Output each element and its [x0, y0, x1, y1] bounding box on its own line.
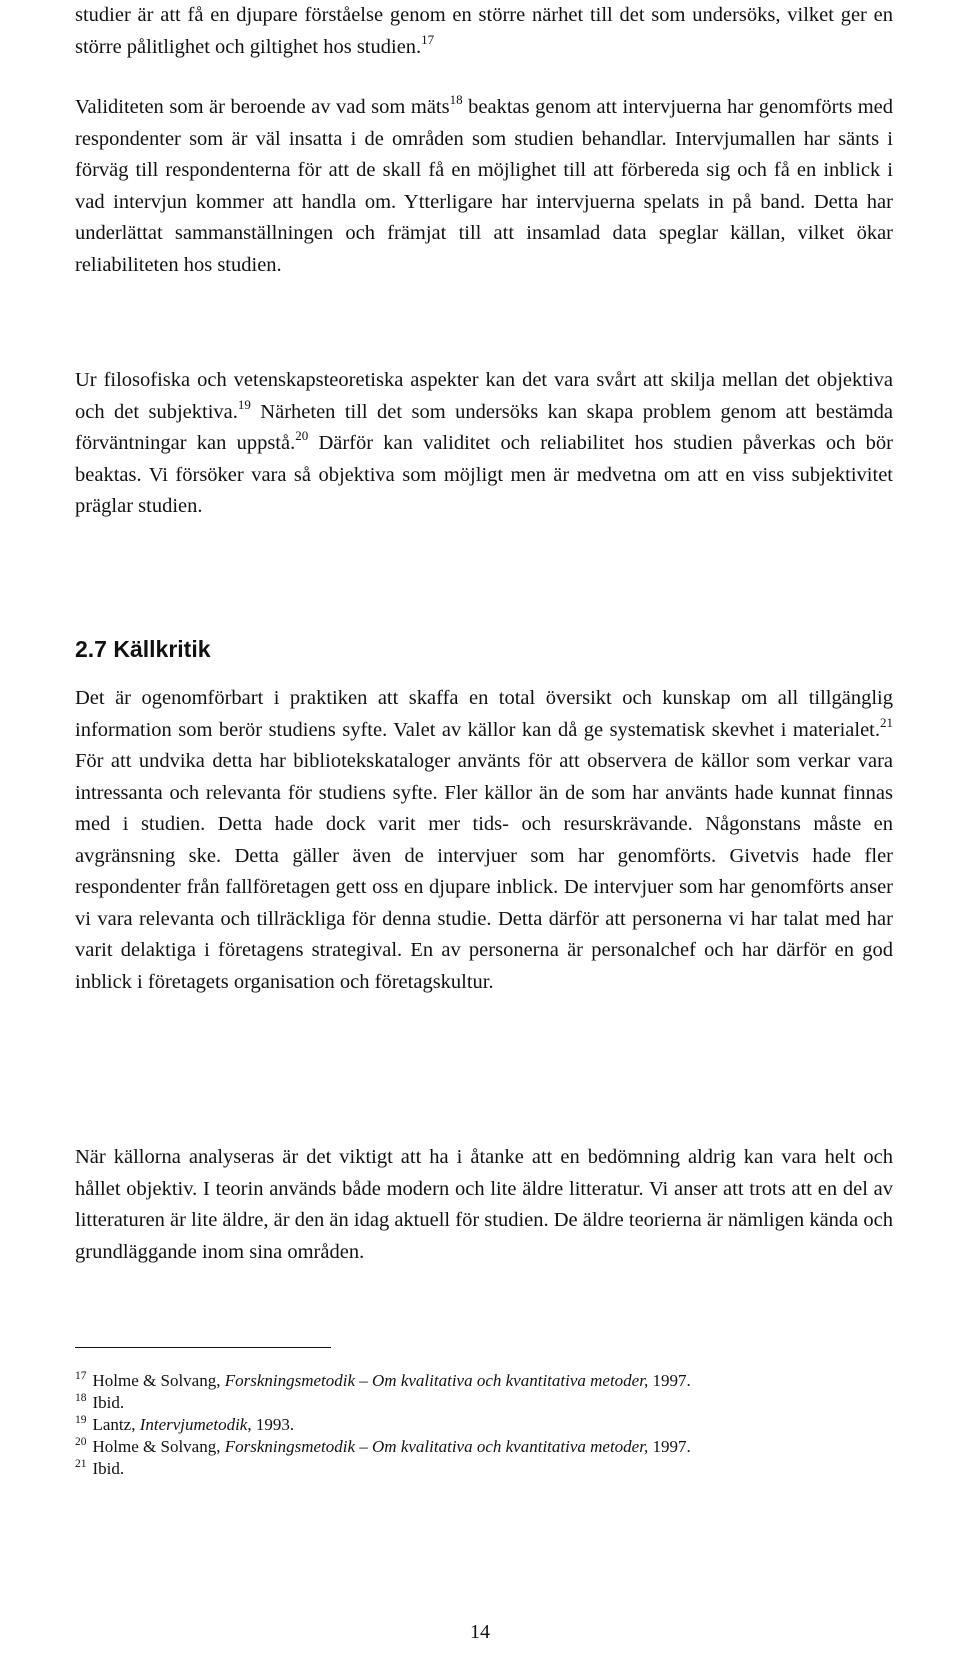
paragraph-4	[75, 683, 893, 998]
paragraph-1	[75, 0, 893, 63]
footnote-author: Lantz,	[92, 1415, 140, 1434]
footnote-rest: 1997.	[648, 1371, 691, 1390]
footnote-ref[interactable]: 18	[449, 92, 463, 108]
paragraph-text: För att undvika detta har bibliotekskataloger använts för att observera de källor som verkar vara intressanta och relevanta för studiens syfte. Fler källor än de som har använts hade kunnat finnas med i studien. Detta hade dock varit mer tids- och resurskrävande. Någonstans måste en avgränsning ske. Detta gäller även de intervjuer som har genomförts. Givetvis hade fler respondenter från fallföretagen gett oss en djupare inblick. De intervjuer som har genomförts anser vi vara relevanta och tillräckliga för denna studie. Detta därför att personerna vi har talat med har varit delaktiga i företagens strategival. En av personerna är personalchef och har därför en god inblick i företagets organisation och företagskultur.	[75, 750, 893, 993]
footnote-title: Intervjumetodik	[139, 1415, 248, 1434]
paragraph-text: Närheten till det som undersöks kan skapa problem genom att bestämda förväntningar kan uppstå.	[75, 400, 894, 454]
footnote-title: Forskningsmetodik – Om kvalitativa och kvantitativa metoder,	[224, 1437, 649, 1456]
paragraph-text: Validiteten som är beroende av vad som mäts	[75, 96, 450, 118]
page-number: 14	[470, 1621, 490, 1643]
footnote-rest: 1997.	[648, 1437, 691, 1456]
footnote-number: 21	[75, 1458, 87, 1470]
footnote-number: 18	[75, 1392, 87, 1404]
footnote-author: Ibid.	[92, 1459, 125, 1478]
footnote-18	[75, 1392, 915, 1416]
footnote-title: Forskningsmetodik – Om kvalitativa och kvantitativa metoder,	[224, 1371, 649, 1390]
footnote-rest: , 1993.	[247, 1415, 295, 1434]
section-heading: 2.7 Källkritik	[75, 636, 211, 662]
footnote-ref[interactable]: 19	[237, 396, 251, 412]
footnote-17	[75, 1370, 915, 1394]
footnote-divider	[75, 1347, 331, 1348]
paragraph-text: studier är att få en djupare förståelse genom en större närhet till det som undersöks, vilket ger en större pålitlighet och giltighet hos studien.	[75, 4, 893, 58]
footnote-ref[interactable]: 20	[295, 428, 309, 444]
footnote-19	[75, 1414, 915, 1438]
footnote-author: Holme & Solvang,	[92, 1437, 225, 1456]
footnote-number: 20	[75, 1436, 87, 1448]
paragraph-text: beaktas genom att intervjuerna har genomförts med respondenter som är väl insatta i de områden som studien behandlar. Intervjumallen har sänts i förväg till respondenterna för att de skall få en möjlighet till att förbereda sig och få en inblick i vad intervjun kommer att handla om. Ytterligare har intervjuerna spelats in på band. Detta har underlättat sammanställningen och främjat till att insamlad data speglar källan, vilket ökar reliabiliteten hos studien.	[75, 96, 893, 276]
footnote-number: 17	[75, 1370, 87, 1382]
paragraph-3	[75, 365, 893, 523]
paragraph-text: När källorna analyseras är det viktigt att ha i åtanke att en bedömning aldrig kan vara helt och hållet objektiv. I teorin används både modern och lite äldre litteratur. Vi anser att trots att en del av litteraturen är lite äldre, är den än idag aktuell för studien. De äldre teorierna är nämligen kända och grundläggande inom sina områden.	[75, 1146, 893, 1263]
paragraph-5	[75, 1142, 893, 1268]
paragraph-text: Därför kan validitet och reliabilitet hos studien påverkas och bör beaktas. Vi försöker vara så objektiva som möjligt men är medvetna om att en viss subjektivitet präglar studien.	[75, 432, 893, 517]
footnote-number: 19	[75, 1414, 87, 1426]
paragraph-text: Ur filosofiska och vetenskapsteoretiska aspekter kan det vara svårt att skilja mellan det objektiva och det subjektiva.	[75, 369, 893, 423]
paragraph-2	[75, 92, 893, 281]
footnote-20	[75, 1436, 915, 1460]
footnote-ref[interactable]: 17	[421, 31, 435, 47]
paragraph-text: Det är ogenomförbart i praktiken att skaffa en total översikt och kunskap om all tillgänglig information som berör studiens syfte. Valet av källor kan då ge systematisk skevhet i materialet.	[75, 687, 893, 741]
footnote-ref[interactable]: 21	[880, 714, 893, 730]
footnote-21	[75, 1458, 915, 1482]
footnote-author: Ibid.	[92, 1393, 125, 1412]
footnote-author: Holme & Solvang,	[92, 1371, 225, 1390]
